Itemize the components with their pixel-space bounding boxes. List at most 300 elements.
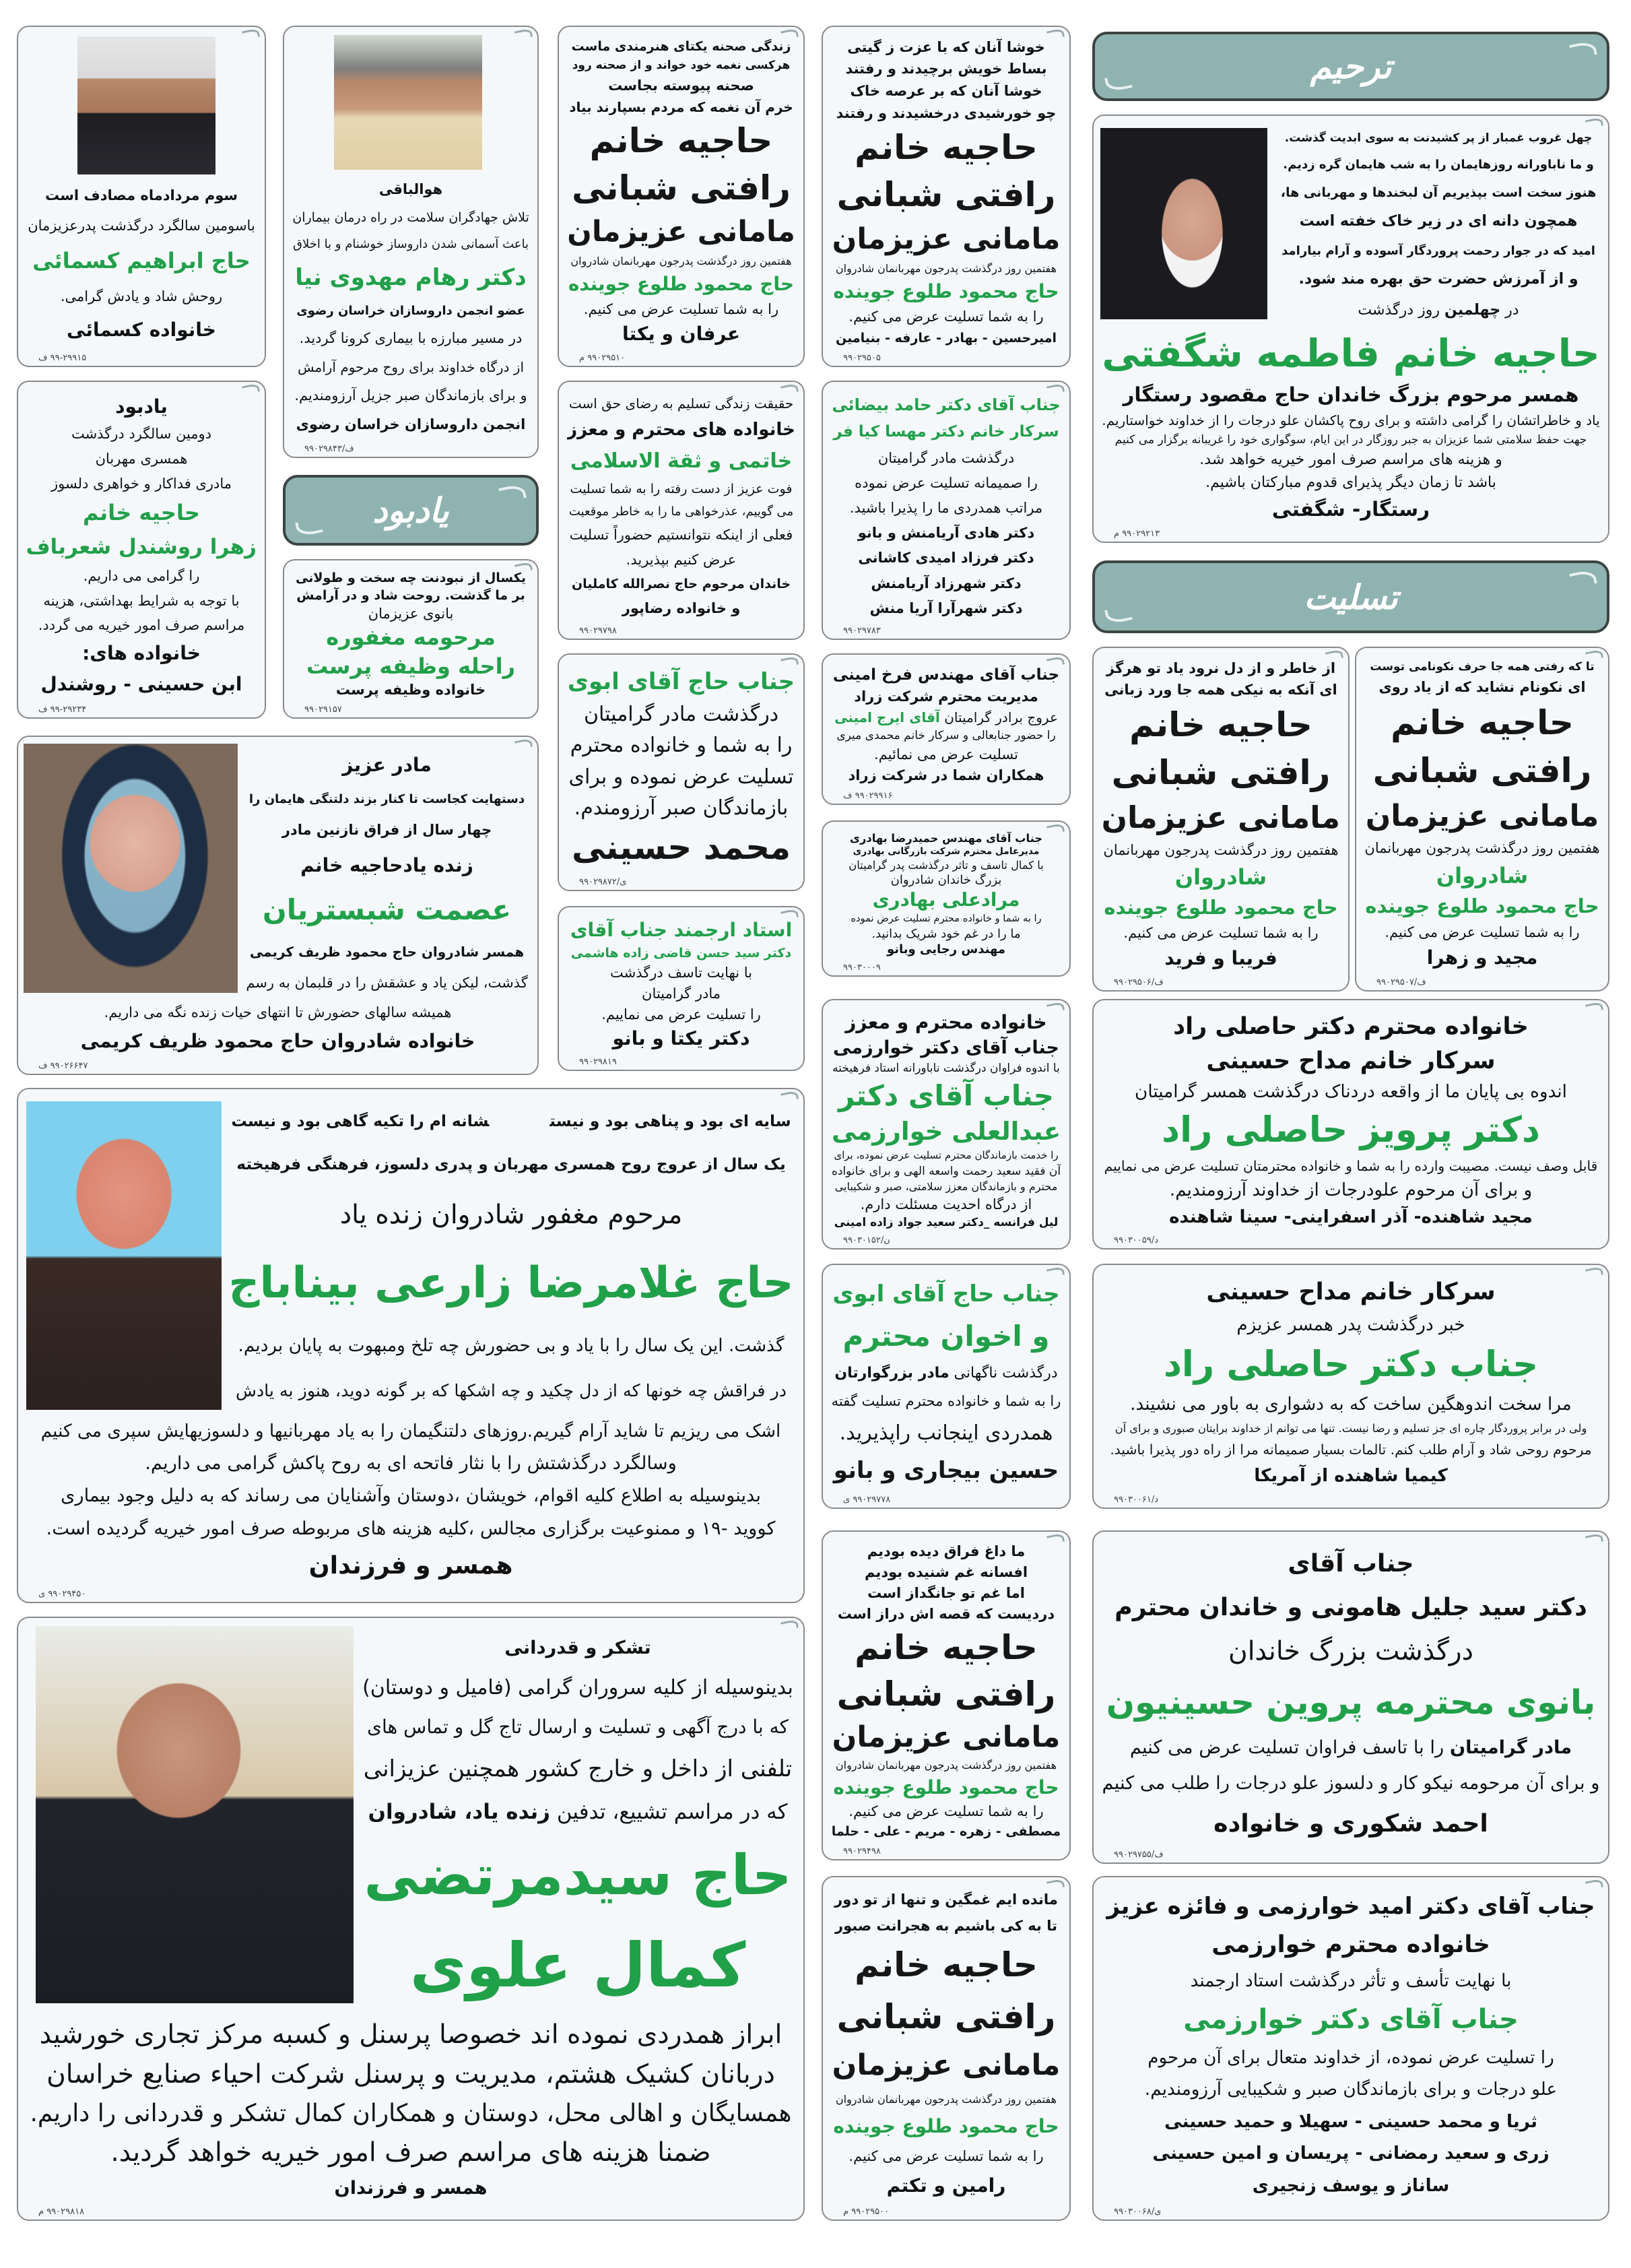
ad-line: و برای آن مرحوم علودرجات از خداوند آرزومندیم. xyxy=(1169,1180,1533,1201)
ad-reference-number: ۹۹۰۲۹۸۱۹ xyxy=(579,1057,617,1067)
ad-abavi-hosseini xyxy=(558,653,805,891)
ad-reference-number: ی/۹۹۰۳۰۰۶۸ xyxy=(1114,2207,1162,2217)
ad-line: گذشت. این یک سال را با یاد و بی حضورش چه تلخ ومبهوت به پایان بردیم. xyxy=(238,1335,785,1356)
ornament-icon xyxy=(295,517,323,537)
ad-line: را به شما تسلیت عرض می کنیم. xyxy=(848,2147,1044,2164)
ad-line: دکتر رهام مهدوی نیا xyxy=(295,264,527,292)
ad-line: حقیقت زندگی تسلیم به رضای حق است xyxy=(568,395,794,412)
ad-line: در فراقش چه خونها که از دل چکید و چه اشکها که بر گونه دوید، هنوز به یادش xyxy=(236,1381,787,1401)
ad-line: را به شما تسلیت عرض می کنیم. xyxy=(583,300,779,317)
ad-reference-number: ۹۹۰۳۰۰۰۹ xyxy=(843,963,881,973)
ad-line: با نهایت تاسف درگذشت xyxy=(610,965,752,981)
ad-line: مرادعلی بهادری xyxy=(872,890,1020,911)
ad-line: فوت عزیز از دست رفته را به شما تسلیت xyxy=(570,481,793,496)
ad-abavi-bijari xyxy=(822,1264,1071,1509)
ad-text xyxy=(831,1274,1061,1490)
ad-text xyxy=(1102,657,1340,973)
ad-text xyxy=(831,1010,1061,1231)
ad-line: چهار سال از فراق نازنین مادر xyxy=(281,822,492,839)
ad-rafati-shabani-majid xyxy=(1355,647,1609,992)
ad-line: خانواده های محترم و معزز xyxy=(567,419,795,440)
ad-line: آن فقید سعید رحمت واسعه الهی و برای خانواده xyxy=(831,1164,1061,1178)
ad-line: ما داغ فراق دیده بودیم xyxy=(867,1543,1026,1559)
ad-text xyxy=(26,181,257,348)
ad-line: محترم و بازماندگان معزز سلامتی، صبر و شکیبایی xyxy=(834,1179,1058,1193)
ad-line: از درگاه احدیت مسئلت دارم. xyxy=(860,1196,1032,1212)
ad-line: رافتی شبانی xyxy=(836,175,1056,215)
ad-text-top xyxy=(228,1100,794,1414)
ad-line: از درگاه خداوند برای روح مرحوم آرامش xyxy=(298,359,525,376)
ad-line: مامانی عزیزمان xyxy=(1365,798,1599,833)
ad-line: جناب حاج آقای ابوی xyxy=(832,1280,1060,1307)
ad-line: محمد حسینی xyxy=(571,828,791,868)
ad-line: هفتمین روز درگذشت پدرجون مهربانمان شادروان xyxy=(835,2092,1057,2106)
ornament-icon xyxy=(514,28,533,40)
ad-line: عرض کنیم بپذیرید. xyxy=(626,552,737,569)
ad-line: یک سال از عروج روح همسری مهربان و پدری دلسوز، فرهنگی فرهیخته xyxy=(236,1155,786,1174)
ad-reference-number: ۹۹۰۲۹۹۱۶ ف xyxy=(843,791,893,801)
ad-rafati-shabani-ramin xyxy=(822,1876,1071,2221)
ad-line: درگذشت مادر گرامیتان xyxy=(877,449,1015,466)
ad-line: احمد شکوری و خانواده xyxy=(1213,1808,1488,1838)
ad-line: باسومین سالگرد درگذشت پدرعزیزمان xyxy=(28,218,255,234)
ad-rafati-shabani-fariba xyxy=(1092,647,1350,992)
ad-line: را خدمت بازماندگان محترم تسلیت عرض نموده، برای xyxy=(834,1149,1059,1162)
ad-line xyxy=(1130,1736,1572,1759)
ad-line: بر ما گذشت. روحت شاد و در آرامش xyxy=(296,588,525,604)
ad-line: باشد تا زمان دیگر پذیرای قدوم مبارکتان باشیم. xyxy=(1205,474,1496,492)
ad-line: تسلیت عرض می نمائیم. xyxy=(874,746,1018,763)
ad-line: همسر و فرزندان xyxy=(308,1551,513,1580)
banner-yadbood xyxy=(283,475,539,546)
ad-mahdavi-nia xyxy=(283,26,539,458)
ad-text-bottom xyxy=(26,1000,529,1058)
ad-line: حاجیه خانم فاطمه شگفتی xyxy=(1102,331,1600,376)
ad-line: مرحوم روحی شاد و آرام طلب کنم. تالمات بسیار صمیمانه مرا از راه دور پذیرا باشید. xyxy=(1110,1441,1592,1458)
ad-line: و هزینه های مراسم صرف امور خیریه خواهد شد. xyxy=(1199,451,1502,469)
ad-line: دکتر هادی آریامنش و بانو xyxy=(857,525,1035,542)
ad-line: بانوی محترمه پروین حسینیون xyxy=(1106,1682,1596,1722)
ad-reference-number: ۹۹-۲۹۹۱۵ ف xyxy=(38,353,87,363)
ad-line: یادبود xyxy=(115,395,168,418)
ad-line: هنوز سخت است بپذیریم آن لبخندها و مهربانی ها، xyxy=(1280,185,1597,200)
ad-reference-number: ن/۹۹۰۳۰۱۵۲ xyxy=(843,1235,890,1245)
ornament-icon xyxy=(1104,73,1133,92)
ad-line: و اخوان محترم xyxy=(842,1319,1050,1353)
ad-reference-number: ف/۹۹۰۲۹۷۵۵ xyxy=(1114,1850,1164,1860)
ad-line: ضمنا هزینه های مراسم صرف امور خیریه خواهد گردید. xyxy=(110,2137,711,2168)
ad-reference-number: د/۹۹۰۳۰۰۵۹ xyxy=(1114,1235,1159,1245)
ad-line: مادر عزیز xyxy=(342,754,432,777)
ad-khatami xyxy=(558,381,805,640)
ad-line: مامانی عزیزمان xyxy=(832,222,1061,256)
ad-line: رافتی شبانی xyxy=(1111,752,1331,792)
ad-text xyxy=(567,36,795,348)
ad-line: در مسیر مبارزه با بیماری کرونا گردید. xyxy=(299,330,523,347)
ad-line: بازماندگان صبر آرزومندم. xyxy=(574,796,789,820)
ad-line: حاجیه خانم xyxy=(1129,705,1312,745)
ad-line: مرا سخت اندوهگین ساخت که به دشواری به باور می نشیند. xyxy=(1130,1394,1572,1415)
ad-line: خانواده شادروان حاج محمود ظریف کریمی xyxy=(80,1030,475,1053)
ad-line: را به شما و خانواده محترم تسلیت گفته xyxy=(831,1393,1061,1410)
ad-text-top xyxy=(243,746,531,1000)
ad-line: امید که در جوار رحمت پروردگار آسوده و آرام بیارامد xyxy=(1282,243,1595,258)
ornament-icon xyxy=(242,28,260,40)
ad-text xyxy=(831,36,1061,348)
ad-line: خبر درگذشت پدر همسر عزیزم xyxy=(1236,1314,1465,1335)
ad-line: قابل وصف نیست. مصیبت وارده را به شما و خانواده محترمتان تسلیت عرض می نماییم xyxy=(1104,1158,1598,1175)
ad-amini xyxy=(822,653,1071,805)
ad-line: هفتمین روز درگذشت پدرجون مهربانمان شادروان xyxy=(835,1759,1057,1772)
ad-line-segment: مادر گرامیتان xyxy=(1449,1737,1572,1758)
ad-text xyxy=(567,664,795,872)
ad-ghazizadeh-hashemi xyxy=(558,906,805,1071)
ad-line: ای آنکه به نیکی همه جا ورد زبانی xyxy=(1104,682,1337,699)
ad-line: بزرگ خاندان شادروان xyxy=(890,873,1002,888)
ad-text xyxy=(292,570,529,700)
ad-line: راحله وظیفه پرست xyxy=(306,653,515,679)
ad-line: کیمیا شاهنده از آمریکا xyxy=(1254,1465,1448,1486)
ad-line: دکتر پرویز حاصلی راد xyxy=(1162,1109,1540,1151)
ad-line: درگذشت مادر گرامیتان xyxy=(583,703,779,727)
ad-line: حاج محمود طلوع جوینده xyxy=(1365,895,1599,918)
ad-line: جناب آقای دکتر xyxy=(838,1078,1055,1112)
ad-line: مامانی عزیزمان xyxy=(567,215,795,249)
ad-line: سوم مردادماه مصادف است xyxy=(44,187,238,203)
ad-line: تلفنی از داخل و خارج کشور همچنین عزیزانی xyxy=(363,1755,793,1783)
ad-line: همچون دانه ای در زیر خاک خفته است xyxy=(1299,213,1578,230)
ad-line: و برای آن مرحومه نیکو کار و دلسوز علو درجات را طلب می کنیم xyxy=(1102,1772,1600,1794)
ad-line: از خاطر و از دل نرود یاد تو هرگز xyxy=(1106,659,1336,676)
ad-line: بانوی عزیزمان xyxy=(368,605,454,622)
ad-line: خانواده محترم دکتر حاصلی راد xyxy=(1173,1012,1529,1040)
ad-reference-number: ۹۹۰۲۹۸۱۸ م xyxy=(38,2207,85,2217)
ad-line: خانواده کسمائی xyxy=(67,318,216,341)
ad-line: بساط خویش برچیدند و رفتند xyxy=(845,61,1047,77)
ad-line-segment: مادر بزرگوارتان xyxy=(834,1365,950,1382)
ad-line: دربانان کشیک هشتم، مدیریت و پرسنل شرکت احیاء صنایع خراسان xyxy=(46,2059,775,2090)
ad-line: هفتمین روز درگذشت پدرجون مهربانمان شادروان xyxy=(570,255,792,268)
ad-line: چهل غروب غمبار از پر کشیدنت به سوی ابدیت گذشت. xyxy=(1284,131,1593,145)
ad-text xyxy=(831,831,1061,958)
ad-text xyxy=(831,1541,1061,1842)
ad-line: مرحومه مغفوره xyxy=(326,624,496,651)
ad-line: خاندان مرحوم حاج نصرالله کاملیان xyxy=(571,577,791,592)
ad-line: چو خورشیدی درخشیدند و رفتند xyxy=(836,104,1057,121)
ad-line: اما غم تو جانگداز است xyxy=(867,1585,1025,1602)
ad-line: مامانی عزیزمان xyxy=(832,2048,1061,2082)
ad-line: جناب آقای مهندس فرخ امینی xyxy=(832,666,1060,684)
ad-line: می گوییم، عذرخواهی ما را به خاطر موقعیت xyxy=(568,505,794,519)
ad-line: خانواده وظیفه پرست xyxy=(335,682,486,699)
ad-line: همیشه سالهای حضورش تا انتهای حیات زنده نگه می داریم. xyxy=(104,1004,452,1020)
ad-line: دکتر شهرآرا آریا منش xyxy=(869,600,1023,616)
ad-text xyxy=(831,1887,1061,2202)
ad-line: حاجیه خانم xyxy=(855,1628,1038,1668)
ad-reference-number: ف/۹۹۰۲۹۸۴۳ xyxy=(304,444,354,454)
ad-line: ای نکونام نشاید که از یاد روی xyxy=(1378,679,1586,696)
ad-line: رافتی شبانی xyxy=(572,168,791,208)
ad-line xyxy=(231,1111,791,1132)
ad-text xyxy=(1102,1010,1600,1231)
ad-line: تا به کی باشیم به هجرانت صبور xyxy=(835,1918,1057,1935)
ad-line: خوشا آنان که بر عرصه خاک xyxy=(850,82,1042,99)
ad-line: خانواده های: xyxy=(82,642,201,665)
ad-bahadori xyxy=(822,820,1071,977)
ad-reference-number: ۹۹۰۲۹۷۹۸ xyxy=(579,626,617,636)
ad-text-top xyxy=(362,1629,794,2013)
ad-line: با نهایت تأسف و تأثر درگذشت استاد ارجمند xyxy=(1190,1971,1512,1992)
ad-line: لیل فرانسه _دکتر سعید جواد زاده امینی xyxy=(834,1215,1059,1229)
ad-line-segment: شانه ام را تکیه گاهی بود و نیست xyxy=(231,1112,490,1131)
ad-line: شادروان xyxy=(1436,862,1529,888)
ad-line: مامانی عزیزمان xyxy=(832,1720,1061,1754)
ad-line: ابراز همدردی نموده اند خصوصا پرسنل و کسبه مرکز تجاری خورشید xyxy=(39,2019,783,2050)
banner-tasliyat xyxy=(1092,560,1609,633)
ad-line: صحنه پیوسته بجاست xyxy=(608,77,754,94)
ad-text-bottom xyxy=(28,1415,794,1586)
ad-line: سرکار خانم مداح حسینی xyxy=(1206,1047,1496,1075)
ad-line: اندوه بی پایان ما از واقعه دردناک درگذشت همسر گرامیتان xyxy=(1135,1082,1567,1103)
ad-line: ساناز و یوسف زنجیری xyxy=(1252,2176,1450,2197)
ad-text-bottom xyxy=(1102,327,1600,524)
ad-vazifeh-parast xyxy=(283,559,539,719)
ad-line: هفتمین روز درگذشت پدرجون مهربانمان شادروان xyxy=(835,262,1057,276)
ad-line-segment: روز درگذشت xyxy=(1358,301,1445,319)
ad-line: عرفان و یکتا xyxy=(622,322,740,345)
ad-reference-number: ۹۹۰۲۹۵۰۰ م xyxy=(843,2207,890,2217)
ad-line: روحش شاد و یادش گرامی. xyxy=(60,288,223,304)
ad-line: باعث آسمانی شدن داروساز خوشنام و با اخلاق xyxy=(293,237,529,252)
ad-text xyxy=(1102,1887,1600,2202)
ad-line: افسانه غم شنیده بودیم xyxy=(864,1563,1028,1580)
ad-line: شادروان xyxy=(1174,864,1267,890)
ornament-icon xyxy=(1569,40,1597,59)
ad-text xyxy=(292,175,529,439)
ad-line: زهرا روشندل شعرباف xyxy=(26,535,257,560)
ad-line: دردیست که قصه اش دراز است xyxy=(837,1606,1055,1623)
ad-line: تشکر و قدردانی xyxy=(504,1637,651,1658)
ad-text xyxy=(567,391,795,621)
ad-rafati-shabani-mostafa xyxy=(822,1530,1071,1860)
ad-line: همدردی اینجانب راپذیرید. xyxy=(839,1421,1053,1446)
ad-line: را تسلیت عرض نموده، از خداوند متعال برای آن مرحوم xyxy=(1147,2047,1554,2068)
ad-line: مهندس رجایی وبانو xyxy=(886,942,1006,957)
ad-line: تا که رفتی همه جا حرف نکونامی توست xyxy=(1370,660,1595,674)
portrait-photo xyxy=(24,744,238,993)
ad-line: مجید شاهنده- آذر اسفراینی- سینا شاهنده xyxy=(1169,1206,1533,1227)
ad-line: حاج محمود طلوع جوینده xyxy=(833,1776,1059,1799)
ad-kharazmi-2 xyxy=(1092,1876,1609,2221)
ad-line: و خانواده رضاپور xyxy=(622,600,741,616)
ad-line: هرکسی نغمه خود خواند و از صحنه رود xyxy=(572,59,791,73)
ad-line: و برای بازماندگان صبر جزیل آرزومندیم. xyxy=(294,387,527,403)
ad-line: جناب آقای دکتر خوارزمی xyxy=(1183,2004,1519,2036)
ad-line-segment: را با تاسف فراوان تسلیت عرض می کنیم xyxy=(1129,1737,1450,1758)
ad-reference-number: ۹۹۰۲۹۷۷۸ ی xyxy=(843,1495,891,1505)
ad-line: جناب آقای مهندس حمیدرضا بهادری xyxy=(850,832,1042,845)
ad-line: خاتمی و ثقة الاسلامی xyxy=(570,449,793,474)
ad-line: حاج سیدمرتضی xyxy=(364,1843,792,1908)
ad-roshandel-memorial xyxy=(17,381,266,719)
ad-text-bottom xyxy=(28,2015,794,2203)
portrait-photo xyxy=(334,35,482,170)
ad-line: خانواده محترم و معزز xyxy=(845,1010,1047,1033)
ad-line: مدیریت محترم شرکت زراد xyxy=(854,688,1038,705)
ad-line: زندگی صحنه یکتای هنرمندی ماست xyxy=(571,38,791,54)
ad-line xyxy=(1358,301,1519,321)
ad-text xyxy=(1102,1274,1600,1490)
ad-line: ما را در غم خود شریک بدانید. xyxy=(871,926,1021,941)
ad-text xyxy=(26,391,257,700)
ad-line: هفتمین روز درگذشت پدرجون مهربانمان xyxy=(1364,840,1600,857)
ad-line: هوالباقی xyxy=(378,181,443,197)
ad-line xyxy=(368,1799,788,1825)
ad-fatemeh-shegofti xyxy=(1092,115,1609,543)
ad-line: را به شما و خانواده محترم تسلیت عرض نموده xyxy=(851,913,1042,925)
ad-line: جهت حفظ سلامتی شما عزیزان به جبر روزگار در این ایام، سوگواری خود را غریبانه برگزار می کنیم xyxy=(1114,432,1587,447)
ad-line xyxy=(834,1364,1057,1384)
ad-line: سرکار خانم دکتر مهسا کیا فر xyxy=(833,422,1059,441)
ad-line-segment: درگذشت ناگهانی xyxy=(949,1365,1058,1382)
ad-text xyxy=(831,391,1061,621)
banner-title: ترحیم xyxy=(1310,46,1392,86)
ad-line: بدینوسیله به اطلاع کلیه اقوام، خویشان ،دوستان وآشنایان می رساند که به دلیل وجود بیماری xyxy=(61,1485,761,1507)
ad-line: رافتی شبانی xyxy=(1372,750,1592,790)
ad-line: جناب آقای دکتر حامد بیضائی xyxy=(832,395,1061,414)
ad-kasmaei-anniversary xyxy=(17,26,266,367)
portrait-photo xyxy=(77,36,215,174)
ad-line: مامانی عزیزمان xyxy=(1102,800,1340,836)
ad-line: را به شما تسلیت عرض می کنیم. xyxy=(848,308,1044,325)
ad-line-segment: زنده یاد، شادروان xyxy=(368,1799,550,1824)
ad-line: تسلیت عرض نموده و برای xyxy=(568,765,794,789)
ad-line: با کمال تاسف و تاثر درگذشت پدر گرامیتان xyxy=(848,858,1044,872)
ad-reference-number: ۹۹۰۲۹۱۵۷ xyxy=(304,705,342,715)
ad-line: خرم آن نغمه که مردم بسپارند بیاد xyxy=(569,98,793,115)
ad-line: دکتر شهرزاد آریامنش xyxy=(871,575,1022,591)
banner-tarhim xyxy=(1092,32,1609,101)
ad-reference-number: ۹۹-۲۹۲۳۴ ف xyxy=(38,705,87,715)
ad-reference-number: ۹۹۰۲۶۶۴۷ ف xyxy=(38,1061,88,1071)
ad-line: زری و سعید رمضانی - پریسان و امین حسینی xyxy=(1152,2143,1550,2164)
ad-line: را حضور جنابعالی و سرکار خانم محمدی میری xyxy=(836,729,1056,743)
ad-line: دومین سالگرد درگذشت xyxy=(71,426,212,443)
ad-haseli-rad-2 xyxy=(1092,1264,1609,1509)
ad-reference-number: ۹۹۰۲۹۲۱۳ م xyxy=(1114,529,1160,539)
ad-line: تلاش جهادگران سلامت در راه درمان بیماران xyxy=(292,209,529,225)
ad-line: فعلی از اینکه نتوانستیم حضوراً تسلیت xyxy=(569,527,793,544)
ad-line: دکتر سید جلیل هامونی و خاندان محترم xyxy=(1114,1592,1587,1621)
ad-line: حاج محمود طلوع جوینده xyxy=(833,2115,1059,2138)
ad-line: حاجیه خانم xyxy=(855,1945,1038,1985)
ad-line: همسری مهربان xyxy=(95,451,188,467)
ad-reference-number: ۹۹۰۲۹۵۱۰ م xyxy=(579,353,626,363)
ad-line: خانواده محترم خوارزمی xyxy=(1211,1931,1490,1959)
ad-line: بدینوسیله از کلیه سروران گرامی (فامیل و دوستان) xyxy=(362,1675,793,1699)
ad-line: عصمت شبستریان xyxy=(262,893,512,927)
ad-line: جناب آقای دکتر امید خوارزمی و فائزه عزیز xyxy=(1106,1892,1595,1920)
ad-text xyxy=(1364,657,1600,973)
ad-line-segment: عروج برادر گرامیتان xyxy=(939,709,1058,725)
ad-line: مراتب همدردی ما را پذیرا باشید. xyxy=(849,500,1043,517)
ad-reference-number: ف/۹۹۰۲۹۵۰۷ xyxy=(1376,977,1426,987)
ad-line: جناب حاج آقای ابوی xyxy=(567,668,795,695)
ad-line-segment: که در مراسم تشییع، تدفین xyxy=(550,1799,788,1824)
ornament-icon xyxy=(1104,605,1133,624)
ad-line: با اندوه فراوان درگذشت ناباورانه استاد فرهیخته xyxy=(832,1062,1060,1076)
ad-line: مادری فداکار و خواهری دلسوز xyxy=(51,475,232,492)
ad-reference-number: ۹۹۰۲۹۴۹۸ xyxy=(843,1846,881,1856)
ad-line: ابن حسینی - روشندل xyxy=(40,672,242,695)
ad-reference-number: د/۹۹۰۳۰۰۶۱ xyxy=(1114,1495,1159,1505)
ad-haseli-rad-1 xyxy=(1092,999,1609,1250)
ad-line: را به شما تسلیت عرض می کنیم. xyxy=(1385,924,1580,941)
ad-line: عبدالعلی خوارزمی xyxy=(831,1117,1061,1146)
ad-text xyxy=(831,664,1061,786)
ad-gholamreza-zarei xyxy=(17,1088,805,1603)
ad-line: مصطفی - زهره - مریم - علی - حلما xyxy=(831,1824,1061,1840)
ad-line: همسر مرحوم بزرگ خاندان حاج مقصود رستگار xyxy=(1123,383,1579,407)
ad-line: مدیرعامل محترم شرکت بازرگانی بهادری xyxy=(853,845,1040,857)
ad-line: حاجیه خانم xyxy=(1391,703,1574,742)
ad-line xyxy=(834,709,1058,726)
ad-line-segment: سایه ای بود و پناهی بود و نیست xyxy=(550,1112,791,1131)
ad-line: حاجیه خانم xyxy=(83,500,200,526)
ad-line: را به شما تسلیت عرض می کنیم. xyxy=(1123,925,1319,942)
ad-line: رافتی شبانی xyxy=(836,1997,1056,2037)
ad-line: همسایگان و اهالی محل، دوستان و همکاران کمال تشکر و قدردانی را داریم. xyxy=(30,2100,792,2128)
ad-line: انجمن داروسازان خراسان رضوی xyxy=(296,416,526,432)
portrait-photo xyxy=(1100,128,1267,319)
banner-title: یادبود xyxy=(372,490,449,530)
ad-line: همسر شادروان حاج محمود ظریف کریمی xyxy=(249,943,525,960)
ad-line: حاج محمود طلوع جوینده xyxy=(1104,895,1338,919)
ad-line: دکتر سید حسن قاضی زاده هاشمی xyxy=(570,945,792,961)
ad-line: حاج محمود طلوع جوینده xyxy=(568,273,795,296)
ad-line: رامین و تکتم xyxy=(886,2174,1006,2197)
ad-rafati-shabani-amirhossein xyxy=(822,26,1071,367)
ad-line: را به شما و خانواده محترم xyxy=(570,734,793,758)
ad-line: ثریا و محمد حسینی - سهیلا و حمید حسینی xyxy=(1164,2111,1537,2132)
ad-line: مادر گرامیتان xyxy=(642,985,721,1002)
ad-line: که با درج آگهی و تسلیت و ارسال تاج گل و تماس های xyxy=(367,1716,789,1739)
ad-line: درگذشت بزرگ خاندان xyxy=(1228,1635,1473,1666)
ad-line: امیرحسین - بهادر - عارفه - بنیامین xyxy=(836,330,1057,346)
ad-line: ولی در برابر پروردگار چاره ای جز تسلیم و رضا نیست. تنها می توانم از خداوند برایتان صبوری و برای آن xyxy=(1114,1422,1587,1435)
ad-line: را تسلیت عرض می نماییم. xyxy=(601,1006,761,1023)
ad-reference-number: ۹۹۰۲۹۷۸۳ xyxy=(843,626,881,636)
ad-line: زنده یادحاجیه خانم xyxy=(300,854,473,877)
ad-beyzaei xyxy=(822,381,1071,640)
ad-line: همسر و فرزندان xyxy=(334,2177,488,2199)
ad-line: را صمیمانه تسلیت عرض نموده xyxy=(855,474,1038,491)
ad-line: گذشت، لیکن یاد و عشقش را در قلبمان به رسم xyxy=(246,975,528,992)
ad-text xyxy=(1102,1541,1600,1845)
ad-kharazmi-1 xyxy=(822,999,1071,1250)
ad-line: یکسال از نبودنت چه سخت و طولانی xyxy=(296,571,526,586)
ad-reference-number: ی/۹۹۰۲۹۸۷۲ xyxy=(579,877,627,887)
ad-line: مجید و زهرا xyxy=(1426,946,1538,969)
ad-line: جناب آقای xyxy=(1288,1548,1414,1578)
ad-line: دکتر یکتا و بانو xyxy=(612,1027,750,1049)
ad-line: را به شما تسلیت عرض می کنیم. xyxy=(848,1803,1044,1820)
ad-line: علو درجات و برای بازماندگان صبر و شکیبایی آرزومندیم. xyxy=(1144,2079,1558,2100)
ad-line: دستهایت کجاست تا کنار بزند دلتنگی هایمان را xyxy=(248,792,525,807)
portrait-photo xyxy=(36,1626,354,2003)
banner-title: تسلیت xyxy=(1304,577,1398,617)
ad-line: با توجه به شرایط بهداشتی، هزینه xyxy=(43,592,240,609)
